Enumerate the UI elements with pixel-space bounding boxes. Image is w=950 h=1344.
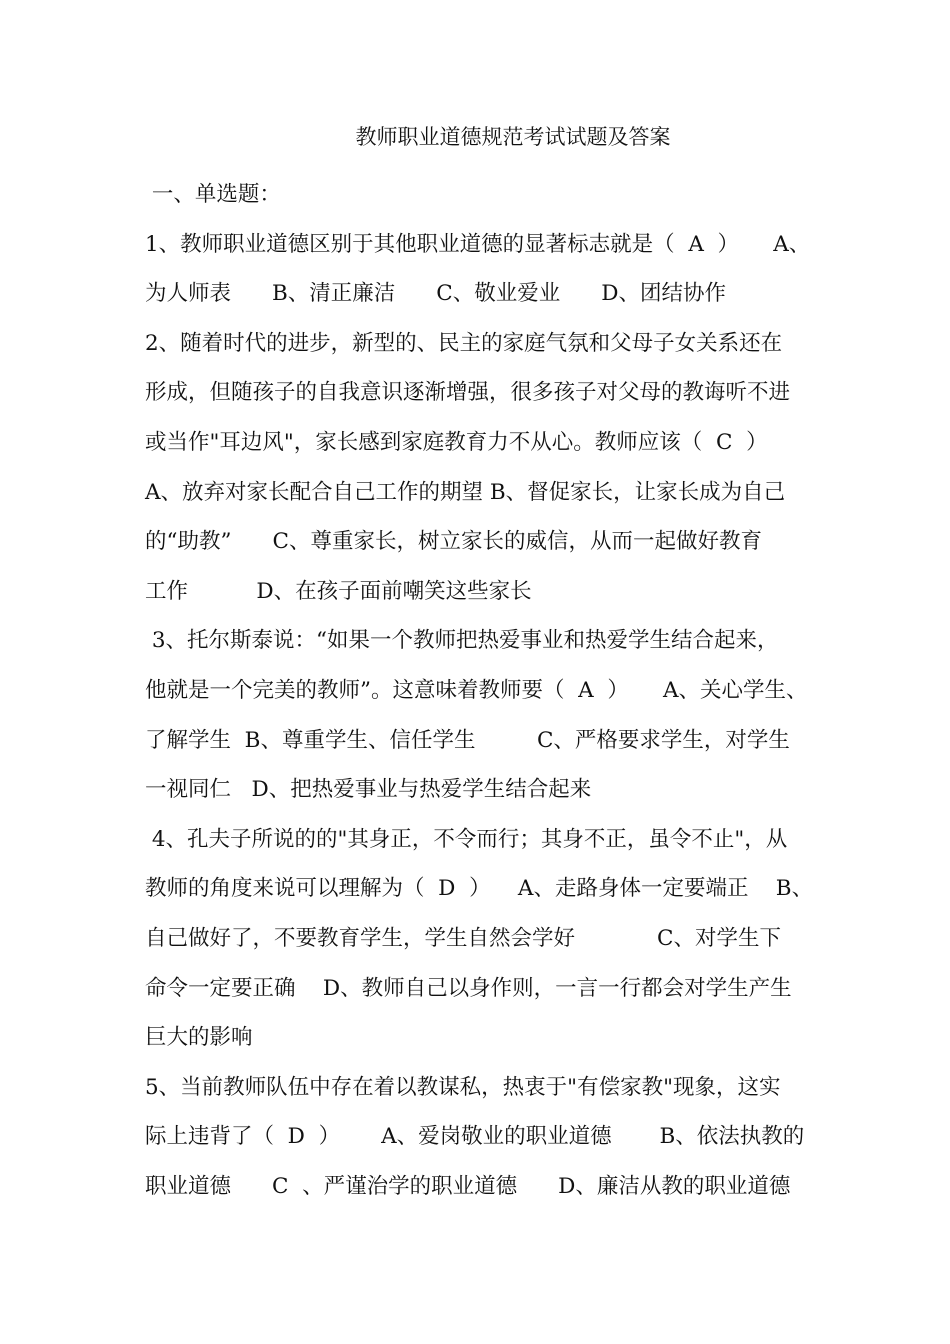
text-line: 的“助教” C、尊重家长，树立家长的威信，从而一起做好教育 (145, 529, 762, 555)
section-heading: 一、单选题： (145, 182, 281, 207)
text-line: 工作 D、在孩子面前嘲笑这些家长 (145, 578, 532, 604)
text-line: 际上违背了（ D ） A、爱岗敬业的职业道德 B、依法执教的 (145, 1124, 805, 1150)
text-line: 他就是一个完美的教师”。这意味着教师要（ A ） A、关心学生、 (145, 677, 808, 703)
text-line: 2、随着时代的进步，新型的、民主的家庭气氛和父母子女关系还在 (145, 330, 783, 356)
text-line: 4、孔夫子所说的的"其身正，不令而行；其身不正，虽令不止"，从 (145, 826, 788, 852)
document-body (145, 170, 814, 1211)
text-line: 5、当前教师队伍中存在着以教谋私，热衷于"有偿家教"现象，这实 (145, 1074, 781, 1100)
text-line: 了解学生 B、尊重学生、信任学生 C、严格要求学生，对学生 (145, 727, 790, 753)
text-line: 或当作"耳边风"，家长感到家庭教育力不从心。教师应该（ C ） (145, 429, 768, 455)
text-line: 命令一定要正确 D、教师自己以身作则，一言一行都会对学生产生 (145, 975, 792, 1001)
text-line: 自己做好了，不要教育学生，学生自然会学好 C、对学生下 (145, 925, 781, 951)
text-line: 职业道德 C 、严谨治学的职业道德 D、廉洁从教的职业道德 (145, 1173, 791, 1199)
text-line: 3、托尔斯泰说：“如果一个教师把热爱事业和热爱学生结合起来， (145, 628, 779, 654)
text-line: 巨大的影响 (145, 1025, 253, 1051)
text-line: 一视同仁 D、把热爱事业与热爱学生结合起来 (145, 777, 592, 803)
text-line: 形成，但随孩子的自我意识逐渐增强，很多孩子对父母的教诲听不进 (145, 380, 791, 406)
text-line: 为人师表 B、清正廉洁 C、敬业爱业 D、团结协作 (145, 281, 727, 307)
text-line: 1、教师职业道德区别于其他职业道德的显著标志就是（ A ） A、 (145, 231, 811, 257)
text-line: 教师的角度来说可以理解为（ D ） A、走路身体一定要端正 B、 (145, 876, 814, 902)
text-line: A、放弃对家长配合自己工作的期望 B、督促家长，让家长成为自己 (145, 479, 786, 505)
document-title: 教师职业道德规范考试试题及答案 (355, 125, 671, 149)
